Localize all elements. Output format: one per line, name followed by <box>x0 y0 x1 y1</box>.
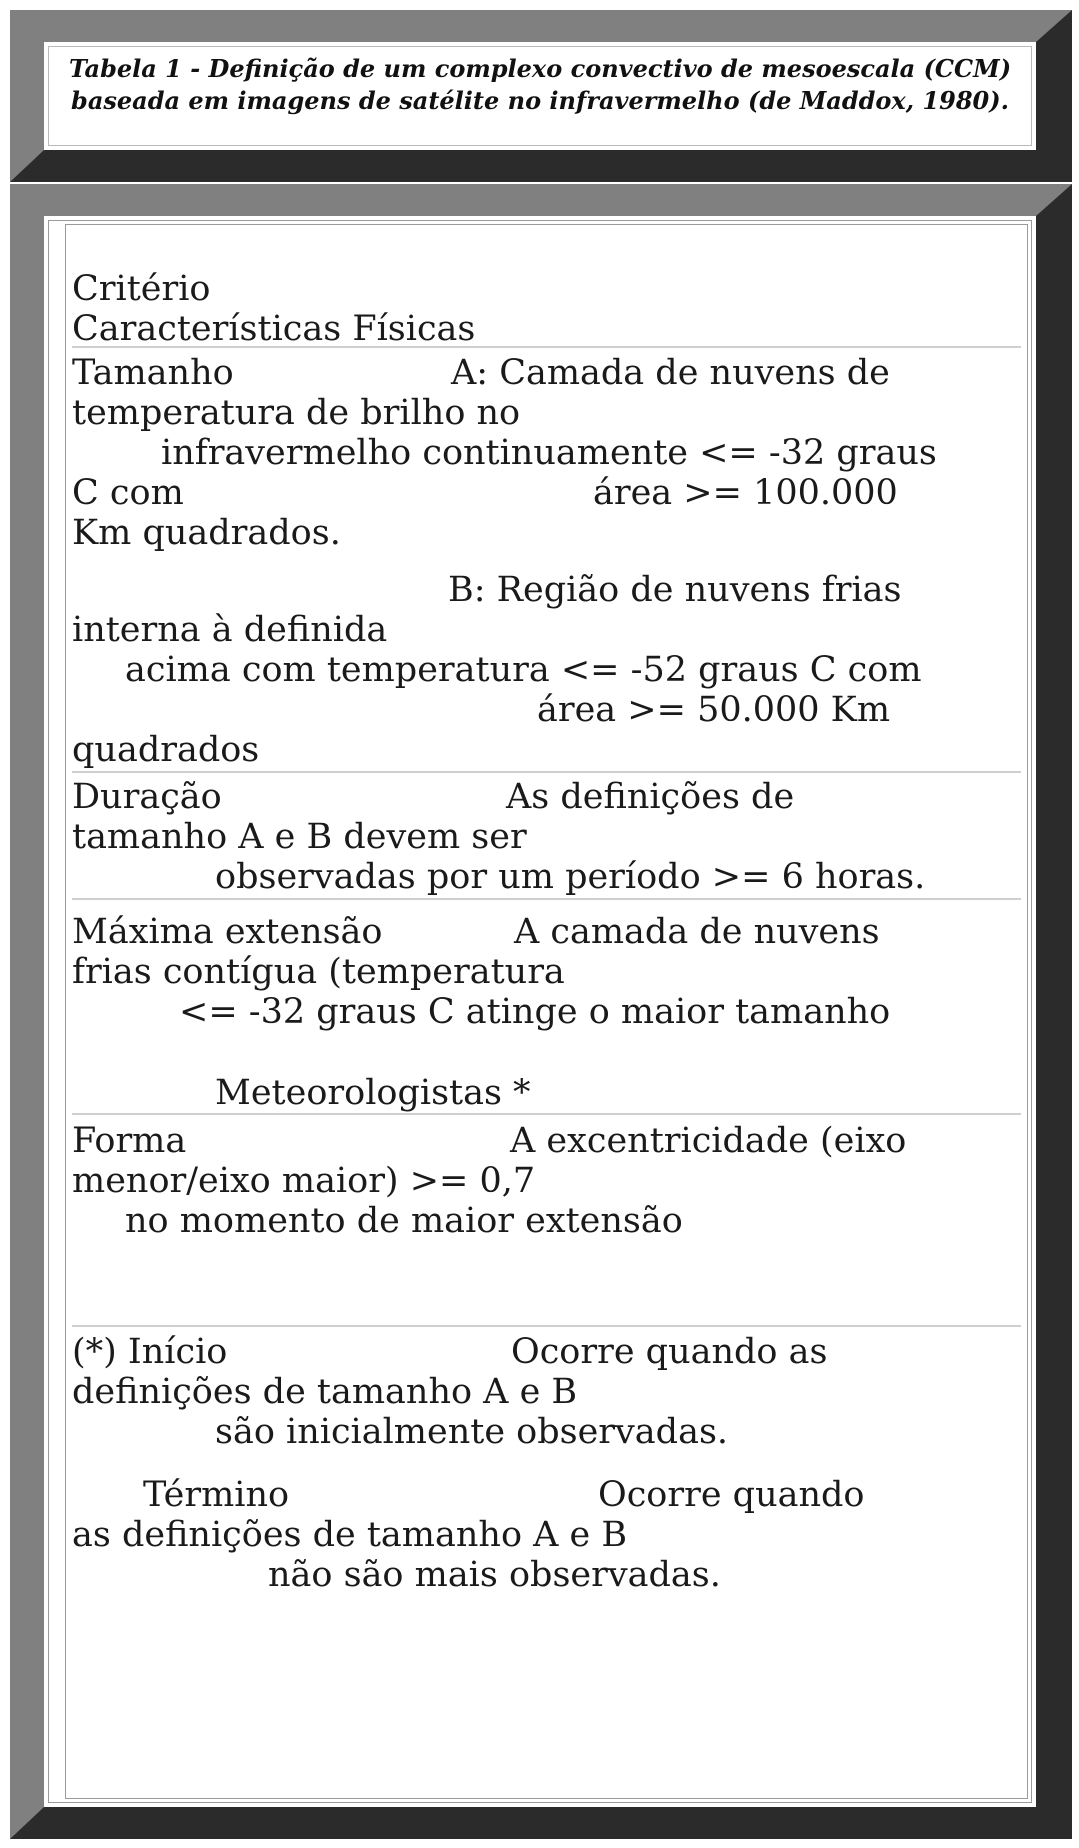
inicio-line-1: Ocorre quando as <box>511 1332 828 1372</box>
forma-line-2: menor/eixo maior) >= 0,7 <box>72 1161 536 1201</box>
row-label-maxima-extensao: Máxima extensão <box>72 912 383 952</box>
inicio-line-2: definições de tamanho A e B <box>72 1372 578 1412</box>
forma-line-3: no momento de maior extensão <box>125 1201 683 1241</box>
caption-frame <box>10 10 1072 182</box>
tamanho-a-line-1: A: Camada de nuvens de <box>451 353 890 393</box>
header-caracteristicas: Características Físicas <box>72 309 476 349</box>
row-divider <box>72 1325 1021 1327</box>
maxima-line-1: A camada de nuvens <box>514 912 880 952</box>
caption-line-1: Tabela 1 - Definição de um complexo convectivo de mesoescala (CCM) <box>68 54 1012 83</box>
row-divider <box>72 1113 1021 1115</box>
maxima-line-4: Meteorologistas * <box>215 1073 531 1113</box>
duracao-line-1: As definições de <box>506 777 795 817</box>
row-label-tamanho: Tamanho <box>72 353 234 393</box>
row-divider <box>72 346 1021 348</box>
duracao-line-3: observadas por um período >= 6 horas. <box>215 857 926 897</box>
row-label-duracao: Duração <box>72 777 222 817</box>
tamanho-a-line-4a: C com <box>72 473 184 513</box>
duracao-line-2: tamanho A e B devem ser <box>72 817 527 857</box>
header-criterio: Critério <box>72 269 211 309</box>
tamanho-a-line-3: infravermelho continuamente <= -32 graus <box>161 433 937 473</box>
tamanho-a-line-2: temperatura de brilho no <box>72 393 521 433</box>
row-divider <box>72 898 1021 900</box>
table-body <box>65 224 1028 1799</box>
tamanho-b-line-4: área >= 50.000 Km <box>537 690 891 730</box>
caption-box <box>48 46 1032 146</box>
row-label-termino: Término <box>143 1475 290 1515</box>
tamanho-b-line-5: quadrados <box>72 730 260 770</box>
maxima-line-2: frias contígua (temperatura <box>72 952 565 992</box>
caption-line-2: baseada em imagens de satélite no infravermelho (de Maddox, 1980). <box>71 86 1009 115</box>
inicio-line-3: são inicialmente observadas. <box>215 1412 729 1452</box>
forma-line-1: A excentricidade (eixo <box>510 1121 907 1161</box>
row-label-inicio: (*) Início <box>72 1332 228 1372</box>
tamanho-a-line-5: Km quadrados. <box>72 513 341 553</box>
table-frame <box>10 184 1072 1839</box>
termino-line-3: não são mais observadas. <box>268 1555 721 1595</box>
termino-line-1: Ocorre quando <box>598 1475 865 1515</box>
maxima-line-3: <= -32 graus C atinge o maior tamanho <box>179 992 891 1032</box>
tamanho-b-line-1: B: Região de nuvens frias <box>448 570 902 610</box>
tamanho-b-line-3: acima com temperatura <= -52 graus C com <box>125 650 922 690</box>
tamanho-a-line-4b: área >= 100.000 <box>593 473 898 513</box>
tamanho-b-line-2: interna à definida <box>72 610 388 650</box>
termino-line-2: as definições de tamanho A e B <box>72 1515 628 1555</box>
row-label-forma: Forma <box>72 1121 187 1161</box>
row-divider <box>72 771 1021 773</box>
table-outer-border <box>48 220 1032 1803</box>
